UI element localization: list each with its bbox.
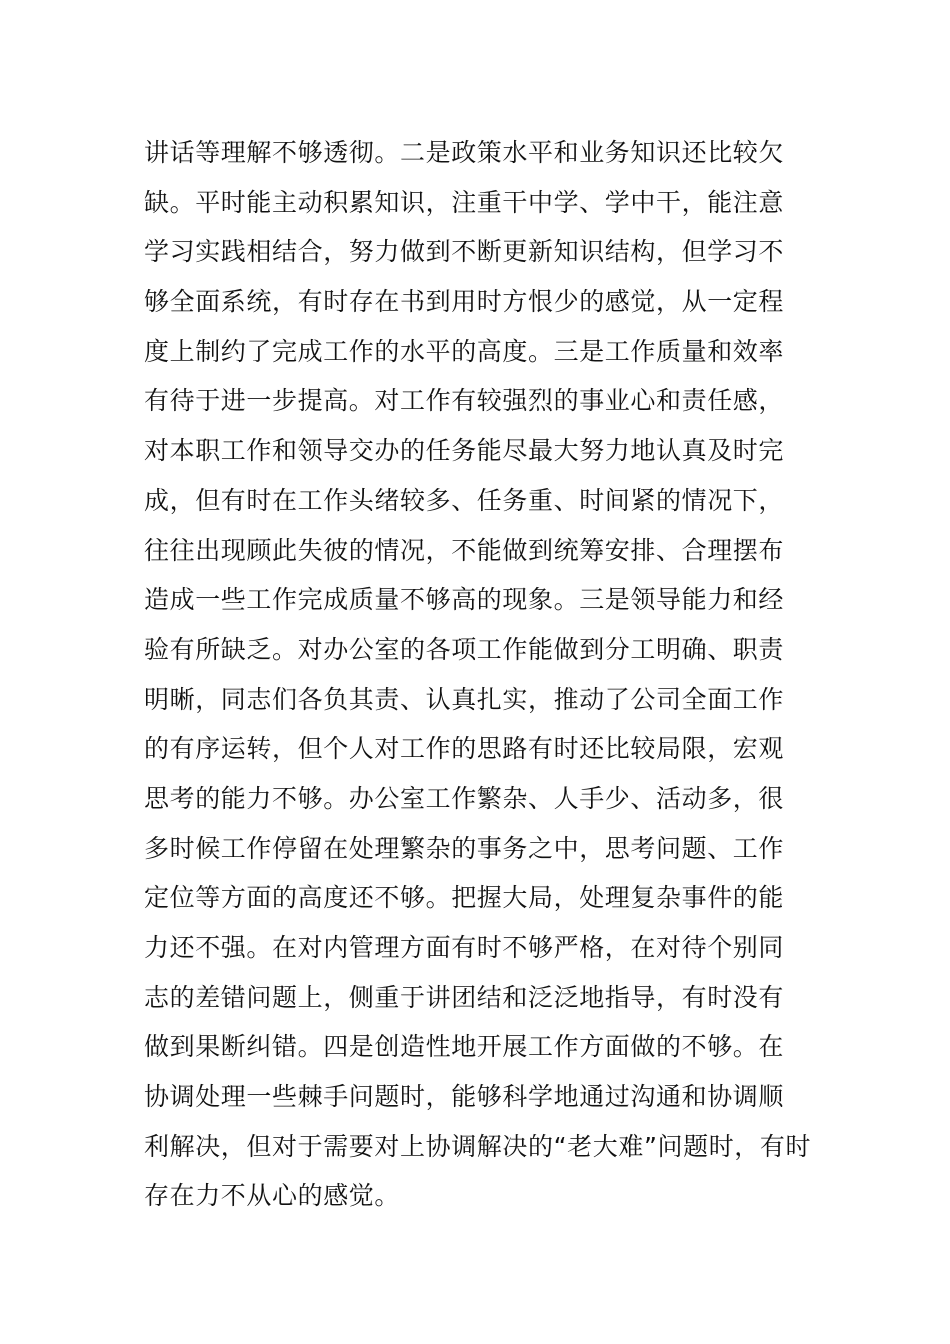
text-line: 够全面系统，有时存在书到用时方恨少的感觉，从一定程 xyxy=(144,287,785,317)
text-line: 志的差错问题上，侧重于讲团结和泛泛地指导，有时没有 xyxy=(144,982,785,1012)
text-line: 多时候工作停留在处理繁杂的事务之中，思考问题、工作 xyxy=(144,833,785,863)
text-line: 学习实践相结合，努力做到不断更新知识结构，但学习不 xyxy=(144,237,785,267)
text-line: 的有序运转，但个人对工作的思路有时还比较局限，宏观 xyxy=(144,734,785,764)
text-line: 定位等方面的高度还不够。把握大局，处理复杂事件的能 xyxy=(144,883,785,913)
text-line: 做到果断纠错。四是创造性地开展工作方面做的不够。在 xyxy=(144,1032,785,1062)
text-line: 讲话等理解不够透彻。二是政策水平和业务知识还比较欠 xyxy=(144,138,785,167)
text-line: 度上制约了完成工作的水平的高度。三是工作质量和效率 xyxy=(144,336,785,366)
text-line: 造成一些工作完成质量不够高的现象。三是领导能力和经 xyxy=(144,585,785,615)
text-line: 明晰，同志们各负其责、认真扎实，推动了公司全面工作 xyxy=(144,684,785,714)
text-line: 往往出现顾此失彼的情况，不能做到统筹安排、合理摆布 xyxy=(144,535,785,565)
text-line: 成，但有时在工作头绪较多、任务重、时间紧的情况下， xyxy=(144,485,785,515)
text-line: 思考的能力不够。办公室工作繁杂、人手少、活动多，很 xyxy=(144,783,785,813)
text-line: 有待于进一步提高。对工作有较强烈的事业心和责任感， xyxy=(144,386,785,416)
text-line: 对本职工作和领导交办的任务能尽最大努力地认真及时完 xyxy=(144,436,785,466)
text-line: 利解决，但对于需要对上协调解决的“老大难”问题时，有时 xyxy=(144,1131,812,1161)
text-line: 存在力不从心的感觉。 xyxy=(144,1181,401,1211)
text-line: 验有所缺乏。对办公室的各项工作能做到分工明确、职责 xyxy=(144,634,785,664)
text-line: 力还不强。在对内管理方面有时不够严格，在对待个别同 xyxy=(144,933,785,962)
body-paragraph xyxy=(144,128,824,1221)
text-line: 协调处理一些棘手问题时，能够科学地通过沟通和协调顺 xyxy=(144,1082,785,1112)
text-line: 缺。平时能主动积累知识，注重干中学、学中干，能注意 xyxy=(144,187,785,217)
